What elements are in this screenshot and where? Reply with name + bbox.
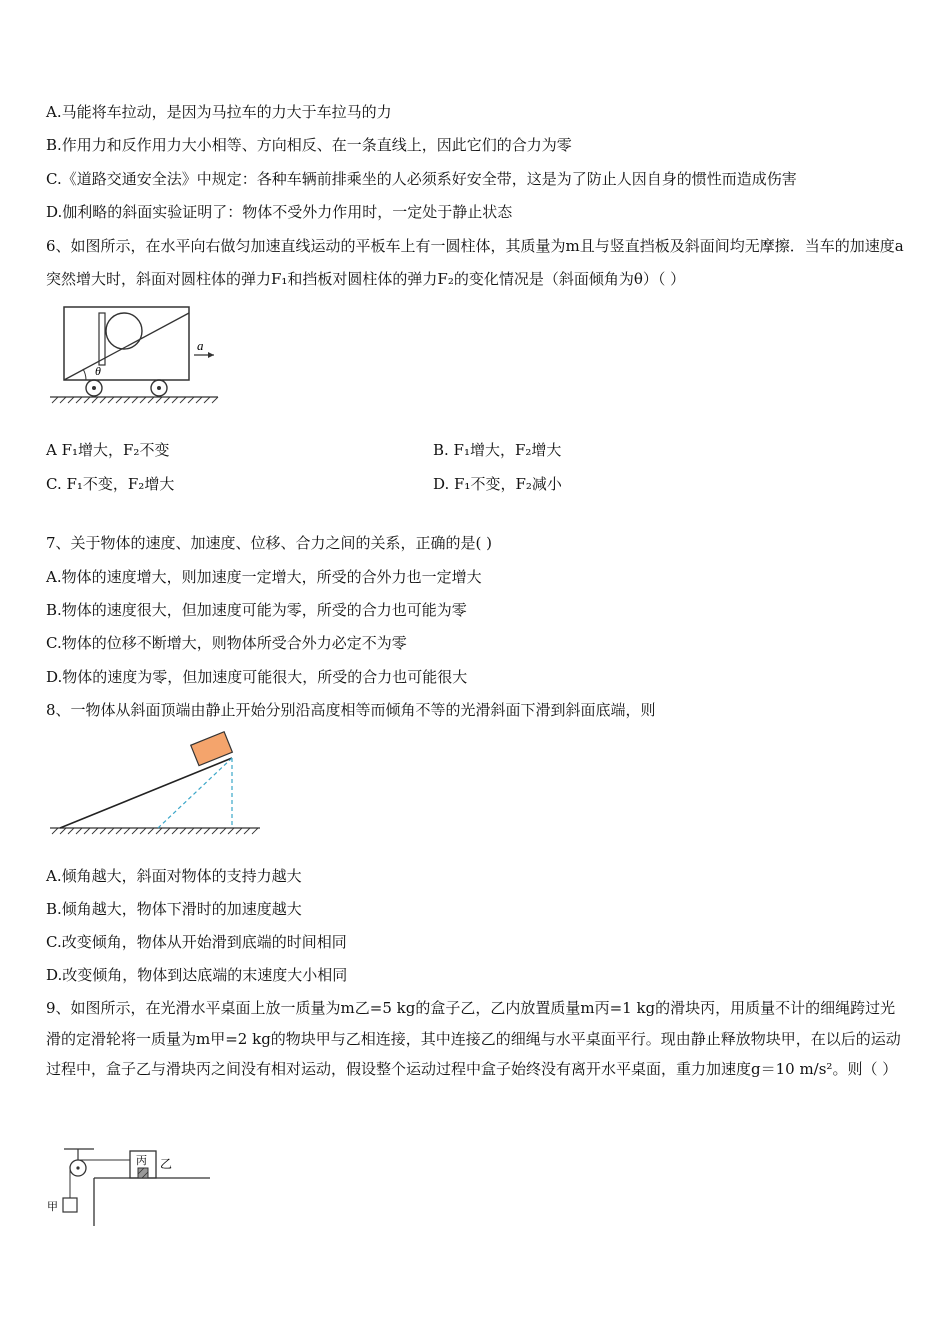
q6-option-c: C. F₁不变，F₂增大 [46, 475, 175, 493]
q5-option-c: C.《道路交通安全法》中规定：各种车辆前排乘坐的人必须系好安全带，这是为了防止人因自身的惯性而造成伤害 [46, 170, 797, 188]
q6-option-b: B. F₁增大，F₂增大 [433, 441, 562, 459]
q6-option-d: D. F₁不变，F₂减小 [433, 475, 562, 493]
q8-option-a: A.倾角越大，斜面对物体的支持力越大 [46, 867, 302, 885]
q7-option-d: D.物体的速度为零，但加速度可能很大，所受的合力也可能很大 [46, 668, 468, 686]
q5-option-d: D.伽利略的斜面实验证明了：物体不受外力作用时，一定处于静止状态 [46, 203, 513, 221]
q8-stem: 8、一物体从斜面顶端由静止开始分别沿高度相等而倾角不等的光滑斜面下滑到斜面底端，则 [46, 701, 656, 719]
q6-option-a: A F₁增大，F₂不变 [46, 441, 170, 459]
q9-label-bing: 丙 [136, 1154, 147, 1167]
q8-option-d: D.改变倾角，物体到达底端的末速度大小相同 [46, 966, 348, 984]
q5-option-b: B.作用力和反作用力大小相等、方向相反、在一条直线上，因此它们的合力为零 [46, 136, 572, 154]
q7-option-b: B.物体的速度很大，但加速度可能为零，所受的合力也可能为零 [46, 601, 467, 619]
q8-incline-figure [46, 730, 266, 840]
q6-stem: 6、如图所示，在水平向右做匀加速直线运动的平板车上有一圆柱体，其质量为m且与竖直挡板及斜面间均无摩擦．当车的加速度a突然增大时，斜面对圆柱体的弹力F₁和挡板对圆柱体的弹力F₂的变化情况是（斜面倾角为θ）（ ） [46, 237, 904, 288]
q9-label-jia: 甲 [47, 1200, 58, 1213]
q6-accel-label: a [197, 338, 204, 353]
q5-option-a: A.马能将车拉动，是因为马拉车的力大于车拉马的力 [46, 103, 392, 121]
q6-cart-figure [46, 305, 226, 405]
q8-option-c: C.改变倾角，物体从开始滑到底端的时间相同 [46, 933, 347, 951]
q9-stem: 9、如图所示，在光滑水平桌面上放一质量为m乙=5 kg的盒子乙，乙内放置质量m丙=1 kg的滑块丙，用质量不计的细绳跨过光滑的定滑轮将一质量为m甲=2 kg的物块甲与乙相连接，其中连接乙的细绳与水平桌面平行。现由静止释放物块甲，在以后的运动过程中，盒子乙与滑块丙之间没有相对运动，假设整个运动过程中盒子始终没有离开水平桌面，重力加速度g＝10 m/s²。则（ ） [46, 999, 901, 1078]
q7-option-c: C.物体的位移不断增大，则物体所受合外力必定不为零 [46, 634, 407, 652]
q9-label-yi: 乙 [160, 1157, 173, 1171]
q7-stem: 7、关于物体的速度、加速度、位移、合力之间的关系，正确的是( ) [46, 534, 493, 552]
q9-pulley-figure [46, 1146, 226, 1236]
q8-option-b: B.倾角越大，物体下滑时的加速度越大 [46, 900, 302, 918]
q6-angle-label: θ [95, 364, 101, 378]
q7-option-a: A.物体的速度增大，则加速度一定增大，所受的合外力也一定增大 [46, 568, 482, 586]
